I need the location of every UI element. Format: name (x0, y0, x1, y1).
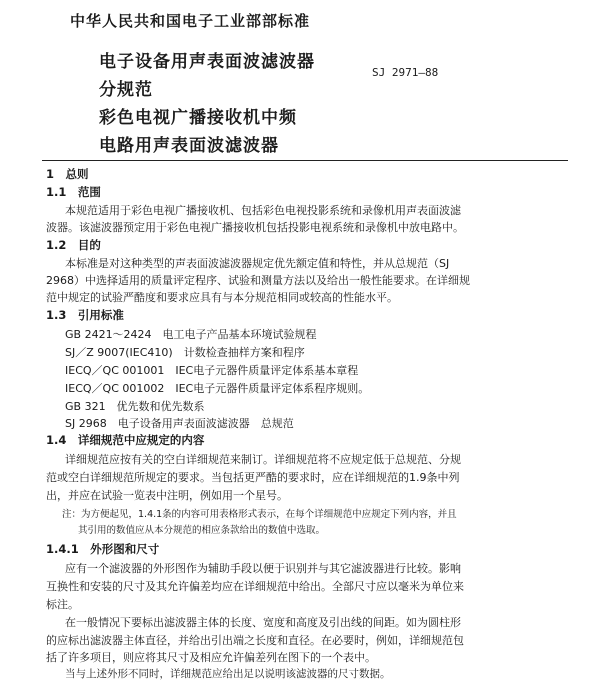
paragraph-line: 本规范适用于彩色电视广播接收机、包括彩色电视投影系统和录像机用声表面波滤 (65, 204, 461, 217)
reference-item: IECQ／QC 001001 IEC电子元器件质量评定体系基本章程 (65, 364, 359, 377)
reference-item: SJ 2968 电子设备用声表面波滤波器 总规范 (65, 417, 294, 430)
reference-item: SJ／Z 9007(IEC410) 计数检查抽样方案和程序 (65, 346, 305, 359)
paragraph-line: 互换性和安装的尺寸及其允许偏差均应在详细规范中给出。全部尺寸应以毫米为单位来 (46, 580, 464, 593)
paragraph-line: 的应标出滤波器主体直径，并给出引出端之长度和直径。在必要时，例如，详细规范包 (46, 634, 464, 647)
paragraph-line: 范或空白详细规范所规定的要求。当包括更严酷的要求时，应在详细规范的1.9条中列 (46, 471, 460, 484)
doc-title-line-3: 彩色电视广播接收机中频 (99, 108, 297, 128)
doc-title-line-4: 电路用声表面波滤波器 (99, 136, 279, 156)
section-1-heading: 1 总则 (46, 167, 89, 181)
paragraph-line: 本标准是对这种类型的声表面波滤波器规定优先额定值和特性，并从总规范（SJ (65, 257, 450, 270)
section-1-1-heading: 1.1 范围 (46, 185, 101, 199)
section-1-2-heading: 1.2 目的 (46, 238, 101, 252)
note-line: 注：为方便起见，1.4.1条的内容可用表格形式表示，在每个详细规范中应规定下列内容，并且 (62, 509, 457, 520)
top-rule (42, 160, 568, 161)
paragraph-line: 在一般情况下要标出滤波器主体的长度、宽度和高度及引出线的间距。如为圆柱形 (65, 616, 461, 629)
reference-item: IECQ／QC 001002 IEC电子元器件质量评定体系程序规则。 (65, 382, 370, 395)
paragraph-line: 2968）中选择适用的质量评定程序、试验和测量方法以及给出一般性能要求。在详细规 (46, 274, 470, 287)
note-line: 其引用的数值应从本分规范的相应条款给出的数值中选取。 (78, 525, 326, 536)
paragraph-line: 出，并应在试验一览表中注明，例如用一个星号。 (46, 489, 288, 502)
reference-item: GB 321 优先数和优先数系 (65, 400, 205, 413)
paragraph-line: 括了许多项目，则应将其尺寸及相应允许偏差列在图下的一个表中。 (46, 651, 376, 664)
paragraph-line: 应有一个滤波器的外形图作为辅助手段以便于识别并与其它滤波器进行比较。影响 (65, 562, 461, 575)
paragraph-line: 波器。该滤波器预定用于彩色电视广播接收机包括投影电视系统和录像机中放电路中。 (46, 221, 464, 234)
standard-code: SJ 2971—88 (372, 66, 439, 79)
paragraph-line: 当与上述外形不同时，详细规范应给出足以说明该滤波器的尺寸数据。 (65, 668, 391, 680)
doc-title-line-1: 电子设备用声表面波滤波器 (99, 52, 315, 72)
reference-item: GB 2421～2424 电工电子产品基本环境试验规程 (65, 328, 317, 341)
standard-header-title: 中华人民共和国电子工业部部标准 (70, 12, 311, 30)
section-1-3-heading: 1.3 引用标准 (46, 308, 124, 322)
section-1-4-heading: 1.4 详细规范中应规定的内容 (46, 433, 205, 447)
section-1-4-1-heading: 1.4.1 外形图和尺寸 (46, 542, 160, 556)
paragraph-line: 标注。 (46, 598, 79, 611)
doc-title-line-2: 分规范 (99, 80, 153, 100)
paragraph-line: 范中规定的试验严酷度和要求应具有与本分规范相同或较高的性能水平。 (46, 291, 398, 304)
paragraph-line: 详细规范应按有关的空白详细规范来制订。详细规范将不应规定低于总规范、分规 (65, 453, 461, 466)
